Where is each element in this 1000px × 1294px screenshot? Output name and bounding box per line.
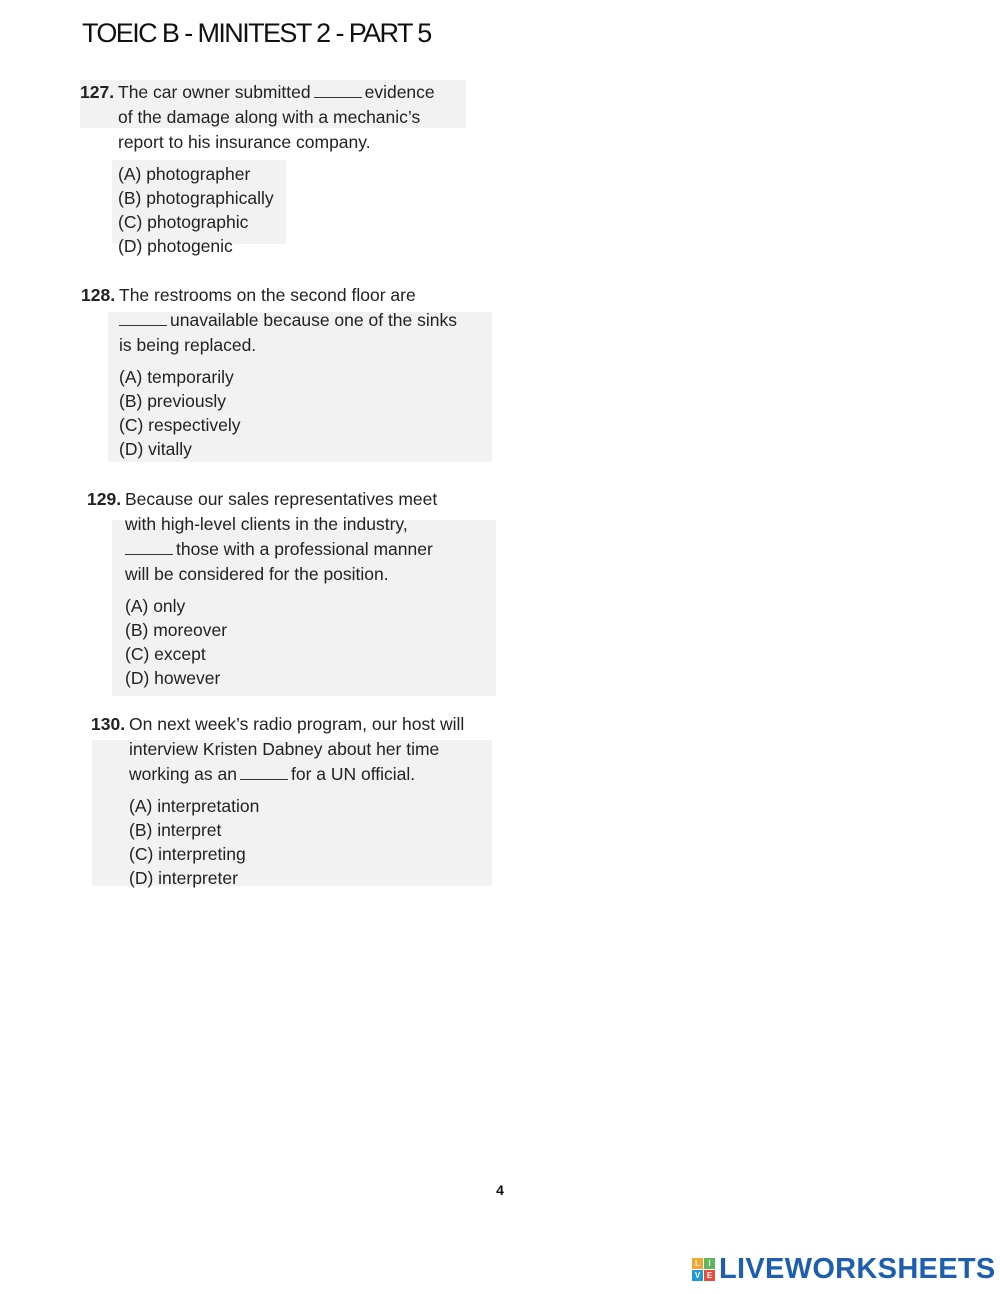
question-stem: [87, 487, 507, 587]
option-b[interactable]: (B) interpret: [129, 820, 222, 840]
answer-options: [91, 794, 511, 890]
answer-blank[interactable]: [314, 85, 362, 98]
stem-line: will be considered for the position.: [125, 564, 389, 584]
question-130: [91, 712, 511, 890]
option-d[interactable]: (D) photogenic: [118, 236, 233, 256]
stem-line: report to his insurance company.: [118, 132, 371, 152]
stem-line: [125, 537, 507, 562]
liveworksheets-logo-icon: [692, 1258, 715, 1281]
stem-line: [119, 308, 501, 333]
stem-line: is being replaced.: [119, 335, 257, 355]
logo-square: I: [704, 1258, 715, 1269]
stem-line: with high-level clients in the industry,: [125, 514, 408, 534]
logo-square: L: [692, 1258, 703, 1269]
option-d[interactable]: (D) however: [125, 668, 221, 688]
answer-options: [80, 162, 500, 258]
worksheet-title: TOEIC B - MINITEST 2 - PART 5: [82, 18, 431, 48]
option-c[interactable]: (C) respectively: [119, 415, 241, 435]
answer-options: [81, 365, 501, 461]
stem-line: of the damage along with a mechanic’s: [118, 107, 421, 127]
question-number: 127.: [80, 82, 115, 102]
stem-line: [118, 80, 500, 105]
question-number: 129.: [87, 489, 122, 509]
question-number: 130.: [91, 714, 126, 734]
option-b[interactable]: (B) photographically: [118, 188, 274, 208]
stem-line: interview Kristen Dabney about her time: [129, 739, 440, 759]
option-c[interactable]: (C) interpreting: [129, 844, 246, 864]
answer-blank[interactable]: [125, 542, 173, 555]
logo-text: LIVEWORKSHEETS: [719, 1252, 996, 1285]
stem-text: for a UN official.: [290, 764, 416, 784]
stem-text: those with a professional manner: [176, 539, 433, 559]
answer-blank[interactable]: [119, 313, 167, 326]
question-stem: [80, 80, 500, 155]
stem-line: [129, 762, 511, 787]
stem-line: The restrooms on the second floor are: [119, 285, 416, 305]
question-129: [87, 487, 507, 690]
option-a[interactable]: (A) photographer: [118, 164, 251, 184]
option-a[interactable]: (A) only: [125, 596, 186, 616]
option-c[interactable]: (C) photographic: [118, 212, 249, 232]
question-128: [81, 283, 501, 461]
stem-text: unavailable because one of the sinks: [170, 310, 458, 330]
question-127: [80, 80, 500, 258]
stem-text: working as an: [129, 764, 237, 784]
answer-blank[interactable]: [240, 767, 288, 780]
liveworksheets-logo[interactable]: [692, 1254, 996, 1284]
question-number: 128.: [81, 285, 116, 305]
question-stem: [91, 712, 511, 787]
option-c[interactable]: (C) except: [125, 644, 206, 664]
logo-square: V: [692, 1270, 703, 1281]
stem-line: Because our sales representatives meet: [125, 489, 438, 509]
option-a[interactable]: (A) interpretation: [129, 796, 260, 816]
option-b[interactable]: (B) moreover: [125, 620, 228, 640]
stem-line: On next week’s radio program, our host will: [129, 714, 465, 734]
logo-square: E: [704, 1270, 715, 1281]
stem-text: evidence: [364, 82, 435, 102]
option-d[interactable]: (D) interpreter: [129, 868, 238, 888]
answer-options: [87, 594, 507, 690]
option-d[interactable]: (D) vitally: [119, 439, 192, 459]
option-b[interactable]: (B) previously: [119, 391, 226, 411]
stem-text: The car owner submitted: [118, 82, 311, 102]
question-stem: [81, 283, 501, 358]
option-a[interactable]: (A) temporarily: [119, 367, 234, 387]
page-number: 4: [496, 1182, 504, 1198]
